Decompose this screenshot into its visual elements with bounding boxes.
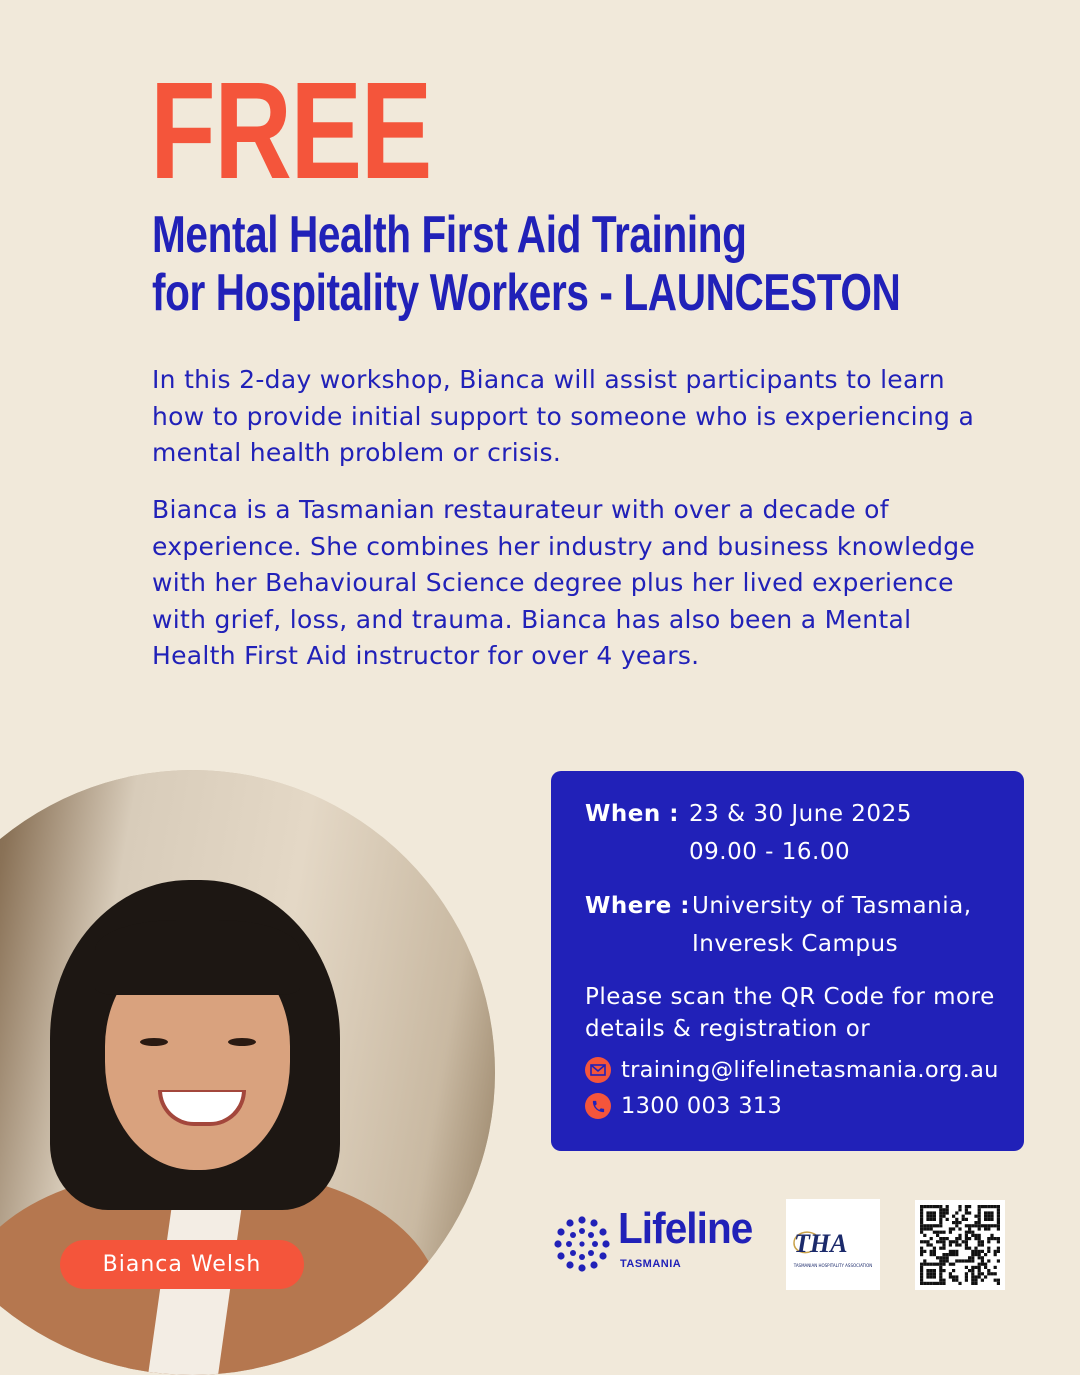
phone-icon bbox=[585, 1093, 611, 1119]
envelope-icon bbox=[585, 1057, 611, 1083]
when-date: 23 & 30 June 2025 bbox=[689, 801, 912, 827]
tha-abbreviation: THA bbox=[794, 1229, 848, 1258]
where-campus: Inveresk Campus bbox=[692, 931, 899, 957]
event-details-card bbox=[551, 771, 1024, 1151]
phone-contact[interactable] bbox=[585, 1093, 782, 1119]
scan-instructions: Please scan the QR Code for more details & registration or bbox=[585, 984, 995, 1042]
event-title-line-2: for Hospitality Workers - LAUNCESTON bbox=[152, 264, 901, 322]
lifeline-region: TASMANIA bbox=[620, 1258, 682, 1270]
presenter-bio: Bianca is a Tasmanian restaurateur with over a decade of experience. She combines her industry and business knowledge with her Behavioural Science degree plus her lived experience with grief, loss, and trauma. Bianca has also been a Mental Health First Aid instructor for over 4 years. bbox=[152, 495, 976, 670]
when-label: When : bbox=[585, 801, 679, 827]
where-row bbox=[585, 887, 972, 957]
when-time: 09.00 - 16.00 bbox=[689, 839, 851, 865]
email-contact[interactable] bbox=[585, 1057, 999, 1083]
workshop-description: In this 2-day workshop, Bianca will assist participants to learn how to provide initial support to someone who is experiencing a mental health problem or crisis. bbox=[152, 365, 975, 467]
event-title bbox=[152, 206, 1049, 322]
lifeline-tasmania-logo bbox=[552, 1204, 767, 1278]
lifeline-wordmark: Lifeline bbox=[618, 1204, 753, 1253]
qr-code-icon bbox=[915, 1200, 1005, 1290]
event-title-line-1: Mental Health First Aid Training bbox=[152, 206, 747, 264]
where-label: Where : bbox=[585, 893, 690, 919]
where-venue: University of Tasmania, bbox=[692, 893, 972, 919]
free-headline: FREE bbox=[150, 54, 431, 208]
tha-full-name: TASMANIAN HOSPITALITY ASSOCIATION bbox=[793, 1263, 873, 1268]
lifeline-dots-icon bbox=[552, 1214, 612, 1274]
when-row bbox=[585, 795, 912, 865]
tha-logo bbox=[786, 1199, 880, 1290]
registration-qr-code[interactable] bbox=[915, 1200, 1005, 1290]
presenter-name-badge: Bianca Welsh bbox=[60, 1240, 304, 1289]
phone-number[interactable]: 1300 003 313 bbox=[621, 1093, 783, 1119]
email-address[interactable]: training@lifelinetasmania.org.au bbox=[621, 1057, 999, 1083]
